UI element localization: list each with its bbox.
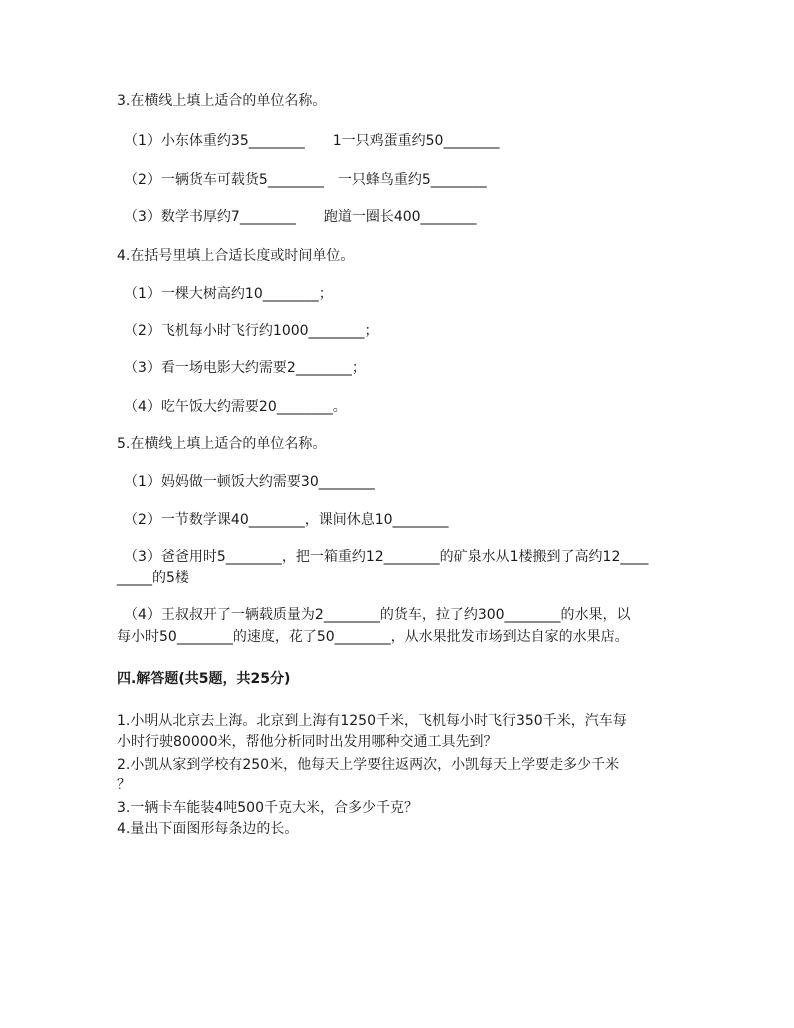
q4-item-2: （2）飞机每小时飞行约1000________； [124,323,379,339]
q4-item-3: （3）看一场电影大约需要2________； [124,360,366,376]
problem-1-line-1: 1.小明从北京去上海。北京到上海有1250千米，飞机每小时飞行350千米，汽车每 [117,713,627,729]
problem-3: 3.一辆卡车能装4吨500千克大米，合多少千克？ [117,800,418,816]
q3-title: 3.在横线上填上适合的单位名称。 [117,93,327,109]
q4-item-4: （4）吃午饭大约需要20________。 [124,399,347,415]
q4-item-1: （1）一棵大树高约10________； [124,286,333,302]
q4-title: 4.在括号里填上合适长度或时间单位。 [117,248,355,264]
q5-item-3-line-2: _____的5楼 [117,570,189,586]
problem-1-line-2: 小时行驶80000米，帮他分析同时出发用哪种交通工具先到？ [117,734,498,750]
problem-2-line-1: 2.小凯从家到学校有250米，他每天上学要往返两次，小凯每天上学要走多少千米 [117,757,620,773]
section-4-heading: 四.解答题(共5题，共25分) [117,671,291,687]
q3-item-3: （3）数学书厚约7________ 跑道一圈长400________ [124,209,477,225]
q5-item-1: （1）妈妈做一顿饭大约需要30________ [124,474,375,490]
problem-2-line-2: ？ [117,777,131,793]
q5-item-4-line-1: （4）王叔叔开了一辆载质量为2________的货车，拉了约300________的水果，以 [124,607,631,623]
problem-4: 4.量出下面图形每条边的长。 [117,821,299,837]
q5-item-3-line-1: （3）爸爸用时5________，把一箱重约12________的矿泉水从1楼搬到了高约12____ [124,549,649,565]
q3-item-2: （2）一辆货车可载货5________ 一只蜂鸟重约5________ [124,172,487,188]
q5-item-4-line-2: 每小时50________的速度，花了50________，从水果批发市场到达自家的水果店。 [117,629,629,645]
q5-title: 5.在横线上填上适合的单位名称。 [117,436,327,452]
q5-item-2: （2）一节数学课40________，课间休息10________ [124,512,449,528]
q3-item-1: （1）小东体重约35________ 1一只鸡蛋重约50________ [124,133,500,149]
